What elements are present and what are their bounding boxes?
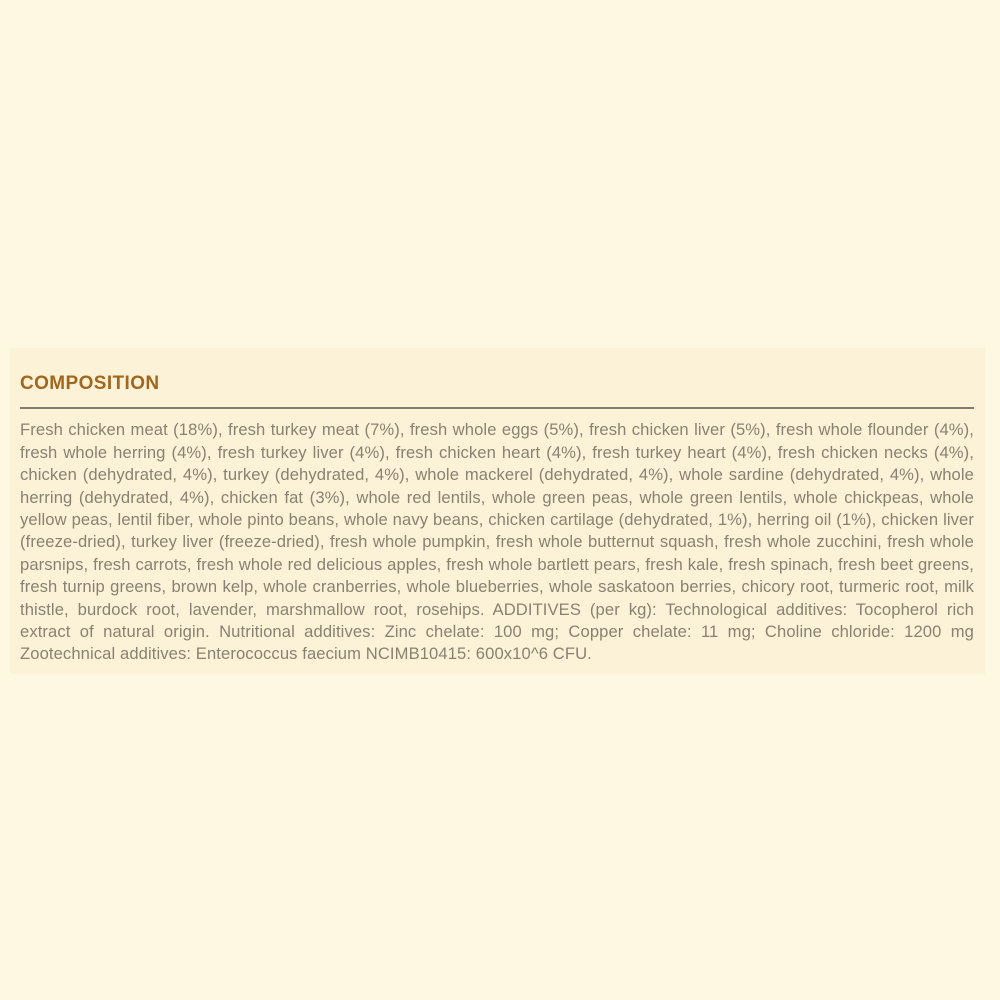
heading-divider [20,407,974,409]
composition-panel [10,348,985,674]
composition-heading: COMPOSITION [20,372,160,394]
ingredients-paragraph: Fresh chicken meat (18%), fresh turkey meat (7%), fresh whole eggs (5%), fresh chicken liver (5%), fresh whole flounder (4%), fresh whole herring (4%), fresh turkey liver (4%), fresh chicken heart (4%), fresh turkey heart (4%), fresh chicken necks (4%), chicken (dehydrated, 4%), turkey (dehydrated, 4%), whole mackerel (dehydrated, 4%), whole sardine (dehydrated, 4%), whole herring (dehydrated, 4%), chicken fat (3%), whole red lentils, whole green peas, whole green lentils, whole chickpeas, whole yellow peas, lentil fiber, whole pinto beans, whole navy beans, chicken cartilage (dehydrated, 1%), herring oil (1%), chicken liver (freeze-dried), turkey liver (freeze-dried), fresh whole pumpkin, fresh whole butternut squash, fresh whole zucchini, fresh whole parsnips, fresh carrots, fresh whole red delicious apples, fresh whole bartlett pears, fresh kale, fresh spinach, fresh beet greens, fresh turnip greens, brown kelp, whole cranberries, whole blueberries, whole saskatoon berries, chicory root, turmeric root, milk thistle, burdock root, lavender, marshmallow root, rosehips. ADDITIVES (per kg): Technological additives: Tocopherol rich extract of natural origin. Nutritional additives: Zinc chelate: 100 mg; Copper chelate: 11 mg; Choline chloride: 1200 mg Zootechnical additives: Enterococcus faecium NCIMB10415: 600x10^6 CFU. [20,420,974,664]
